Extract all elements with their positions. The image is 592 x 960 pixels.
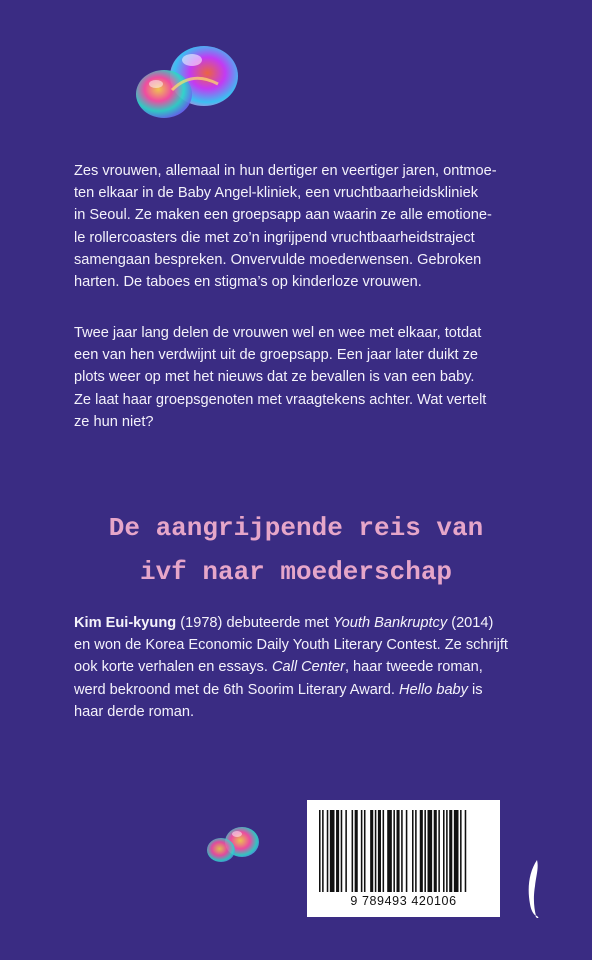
barcode-label [307, 800, 500, 917]
book-title: Youth Bankruptcy [332, 615, 448, 631]
quill-logo-icon [523, 858, 545, 918]
barcode-icon [317, 810, 490, 892]
tagline [0, 506, 592, 594]
bubble-icon [204, 824, 262, 864]
blurb-paragraph-1: Zes vrouwen, allemaal in hun dertiger en veertiger jaren, ontmoe- ten elkaar in de Baby Angel-kliniek, een vruchtbaarheidskliniek in Seoul. Ze maken een groepsapp aan waarin ze alle emotione- le rollercoasters die met zo’n ingrijpend vruchtbaarheidstraject samengaan bespreken. Onvervulde moederwensen. Gebroken harten. De taboes en stigma’s op kinderloze vrouwen. [74, 163, 497, 291]
blurb-paragraph-2: Twee jaar lang delen de vrouwen wel en wee met elkaar, totdat een van hen verdwijnt uit de groepsapp. Een jaar later duikt ze plots weer op met het nieuws dat ze bevallen is van een baby. Ze laat haar groepsgenoten met vraagtekens achter. Wat vertelt ze hun niet? [74, 325, 487, 430]
tagline-line-2: ivf naar moederschap [139, 557, 453, 587]
isbn-number: 9 789493 420106 [350, 894, 457, 908]
book-title: Hello baby [399, 681, 468, 698]
author-bio: Kim Eui-kyung (1978) debuteerde met Youth Bankruptcy (2014) en won de Korea Economic Daily Youth Literary Contest. Ze schrijft ook korte verhalen en essays. Call Center, haar tweede roman, werd bekroond met de 6th Soorim Literary Award. Hello baby is haar derde roman. [74, 615, 508, 720]
bubble-icon [132, 40, 244, 120]
book-title: Call Center [271, 659, 345, 676]
tagline-line-1: De aangrijpende reis van [108, 513, 484, 543]
author-name: Kim Eui-kyung [74, 615, 177, 631]
